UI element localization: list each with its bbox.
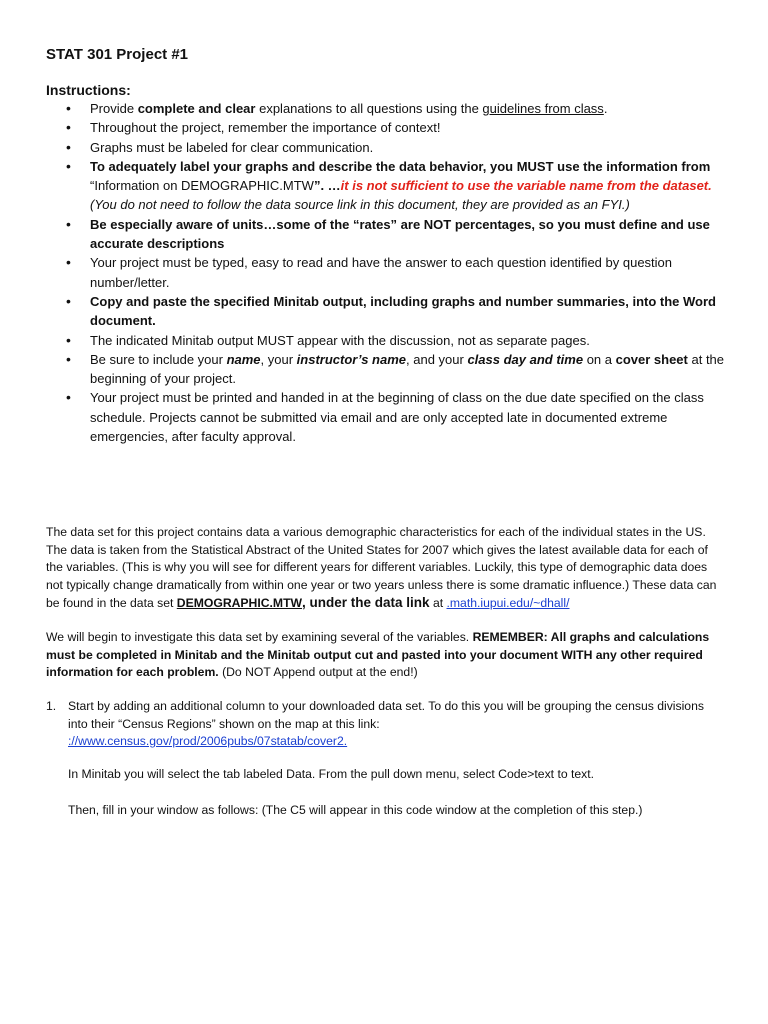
list-item: • Provide complete and clear explanations to all questions using the guidelines from class. — [90, 99, 730, 118]
list-item: • To adequately label your graphs and describe the data behavior, you MUST use the information from “Information on DEMOGRAPHIC.MTW”. …it is not sufficient to use the variable name from the dataset. (You do not need to follow the data source link in this document, they are provided as an FYI.) — [90, 157, 730, 215]
guidelines-link[interactable]: guidelines from class — [482, 101, 604, 116]
dataset-paragraph: The data set for this project contains data a various demographic characteristics for each of the individual states in the US. The data is taken from the Statistical Abstract of the United States for 2007 which gives the latest available data for each of the variables. (This is why you will see for different years for different variables. Luckily, this type of demographic data does not typically change dramatically from within one year or two years unless there is some dramatic influence.) These data can be found in the data set DEMOGRAPHIC.MTW, under the data link at .math.iupui.edu/~dhall/ — [46, 525, 717, 611]
list-item: • Your project must be printed and handed in at the beginning of class on the due date specified on the class schedule. Projects cannot be submitted via email and are only accepted late in documented extreme emergencies, after faculty approval. — [90, 388, 730, 446]
instructions-heading: Instructions: — [46, 82, 131, 98]
question-1 — [46, 698, 726, 817]
page-title: STAT 301 Project #1 — [46, 46, 189, 63]
census-link[interactable]: ://www.census.gov/prod/2006pubs/07statab/cover2. — [68, 734, 348, 749]
instructions-list — [90, 99, 730, 446]
list-item: • Be especially aware of units…some of the “rates” are NOT percentages, so you must define and use accurate descriptions — [90, 215, 730, 254]
question-number: 1. — [46, 699, 57, 713]
list-item: • Be sure to include your name, your instructor’s name, and your class day and time on a cover sheet at the beginning of your project. — [90, 350, 730, 389]
question-step: Then, fill in your window as follows: (The C5 will appear in this code window at the completion of this step.) — [68, 803, 643, 817]
remember-paragraph: We will begin to investigate this data set by examining several of the variables. REMEMBER: All graphs and calculations must be completed in Minitab and the Minitab output cut and pasted into your document WITH any other required information for each problem. (Do NOT Append output at the end!) — [46, 630, 710, 680]
dataset-name: DEMOGRAPHIC.MTW — [176, 596, 303, 611]
question-text: Start by adding an additional column to your downloaded data set. To do this you will be grouping the census divisions into their “Census Regions” shown on the map at this link: ://www.census.gov/prod/2006pubs/07statab/cover2. — [68, 699, 704, 749]
list-item: • Copy and paste the specified Minitab output, including graphs and number summaries, into the Word document. — [90, 292, 730, 331]
data-link[interactable]: .math.iupui.edu/~dhall/ — [446, 596, 570, 611]
question-step: In Minitab you will select the tab labeled Data. From the pull down menu, select Code>text to text. — [68, 767, 595, 781]
list-item: • The indicated Minitab output MUST appear with the discussion, not as separate pages. — [90, 331, 730, 350]
list-item: • Your project must be typed, easy to read and have the answer to each question identified by question number/letter. — [90, 253, 730, 292]
list-item: • Graphs must be labeled for clear communication. — [90, 138, 730, 157]
list-item: • Throughout the project, remember the importance of context! — [90, 118, 730, 137]
